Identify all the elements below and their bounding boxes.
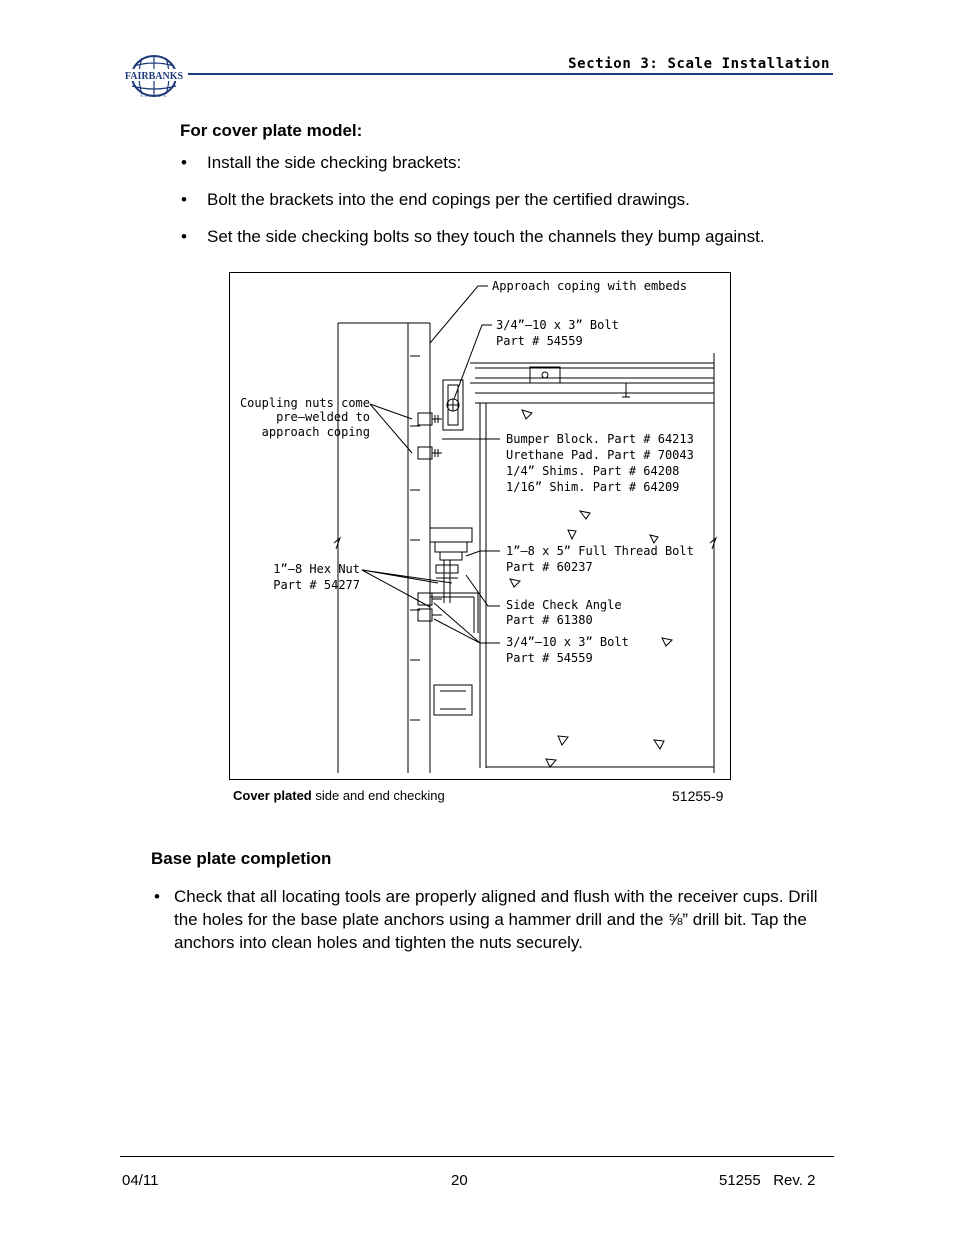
list-item: • Bolt the brackets into the end copings per the certified drawings.: [207, 189, 827, 211]
figure-frame: [229, 272, 731, 780]
footer-date: 04/11: [122, 1172, 159, 1189]
label-side-check-angle-part: Part # 61380: [506, 613, 593, 627]
section-title: Section 3: Scale Installation: [568, 56, 830, 72]
label-shims: 1/4” Shims. Part # 64208: [506, 464, 680, 478]
label-hex-nut-part: Part # 54277: [273, 578, 360, 592]
label-coupling-2: pre–welded to: [276, 410, 370, 424]
cover-plate-list: [207, 152, 827, 248]
list-item: • Install the side checking brackets:: [207, 152, 827, 174]
logo-text: FAIRBANKS: [124, 71, 184, 82]
document-number: 51255 Rev. 2: [719, 1172, 816, 1189]
label-side-check-angle: Side Check Angle: [506, 598, 622, 612]
label-bumper-block: Bumper Block. Part # 64213: [506, 432, 694, 446]
label-bottom-bolt-part: Part # 54559: [506, 651, 593, 665]
list-item: • Set the side checking bolts so they touch the channels they bump against.: [207, 226, 827, 248]
label-full-thread-bolt-part: Part # 60237: [506, 560, 593, 574]
label-coupling-1: Coupling nuts come: [239, 396, 370, 410]
figure-caption-rest: side and end checking: [311, 788, 445, 803]
logo-subtext: SCALES: [140, 93, 168, 98]
installation-drawing: [230, 273, 730, 779]
label-approach-coping: Approach coping with embeds: [492, 279, 688, 293]
label-urethane-pad: Urethane Pad. Part # 70043: [506, 448, 694, 462]
figure-caption: [233, 788, 445, 803]
base-plate-list: [174, 885, 844, 954]
drawing-labels: [240, 279, 694, 665]
list-item: • Check that all locating tools are properly aligned and flush with the receiver cups. Drill the holes for the base plate anchors using a hammer drill and the ⅝” drill bit. Tap the anchors into clean holes and tighten the nuts securely.: [174, 885, 844, 954]
label-bottom-bolt: 3/4”–10 x 3” Bolt: [506, 635, 629, 649]
header-rule: [188, 73, 833, 75]
label-full-thread-bolt: 1”–8 x 5” Full Thread Bolt: [506, 544, 694, 558]
base-plate-heading: Base plate completion: [151, 849, 332, 868]
label-hex-nut: 1”–8 Hex Nut: [273, 562, 360, 576]
figure-number: 51255-9: [672, 788, 724, 804]
label-top-bolt-part: Part # 54559: [496, 334, 583, 348]
label-shim: 1/16” Shim. Part # 64209: [506, 480, 680, 494]
figure-caption-bold: Cover plated: [233, 788, 312, 803]
label-coupling-3: approach coping: [261, 425, 370, 439]
footer-rule: [120, 1156, 834, 1157]
cover-plate-heading: For cover plate model:: [180, 121, 363, 140]
label-top-bolt: 3/4”–10 x 3” Bolt: [496, 318, 619, 332]
page-number: 20: [451, 1172, 468, 1189]
fairbanks-logo: [122, 54, 186, 98]
